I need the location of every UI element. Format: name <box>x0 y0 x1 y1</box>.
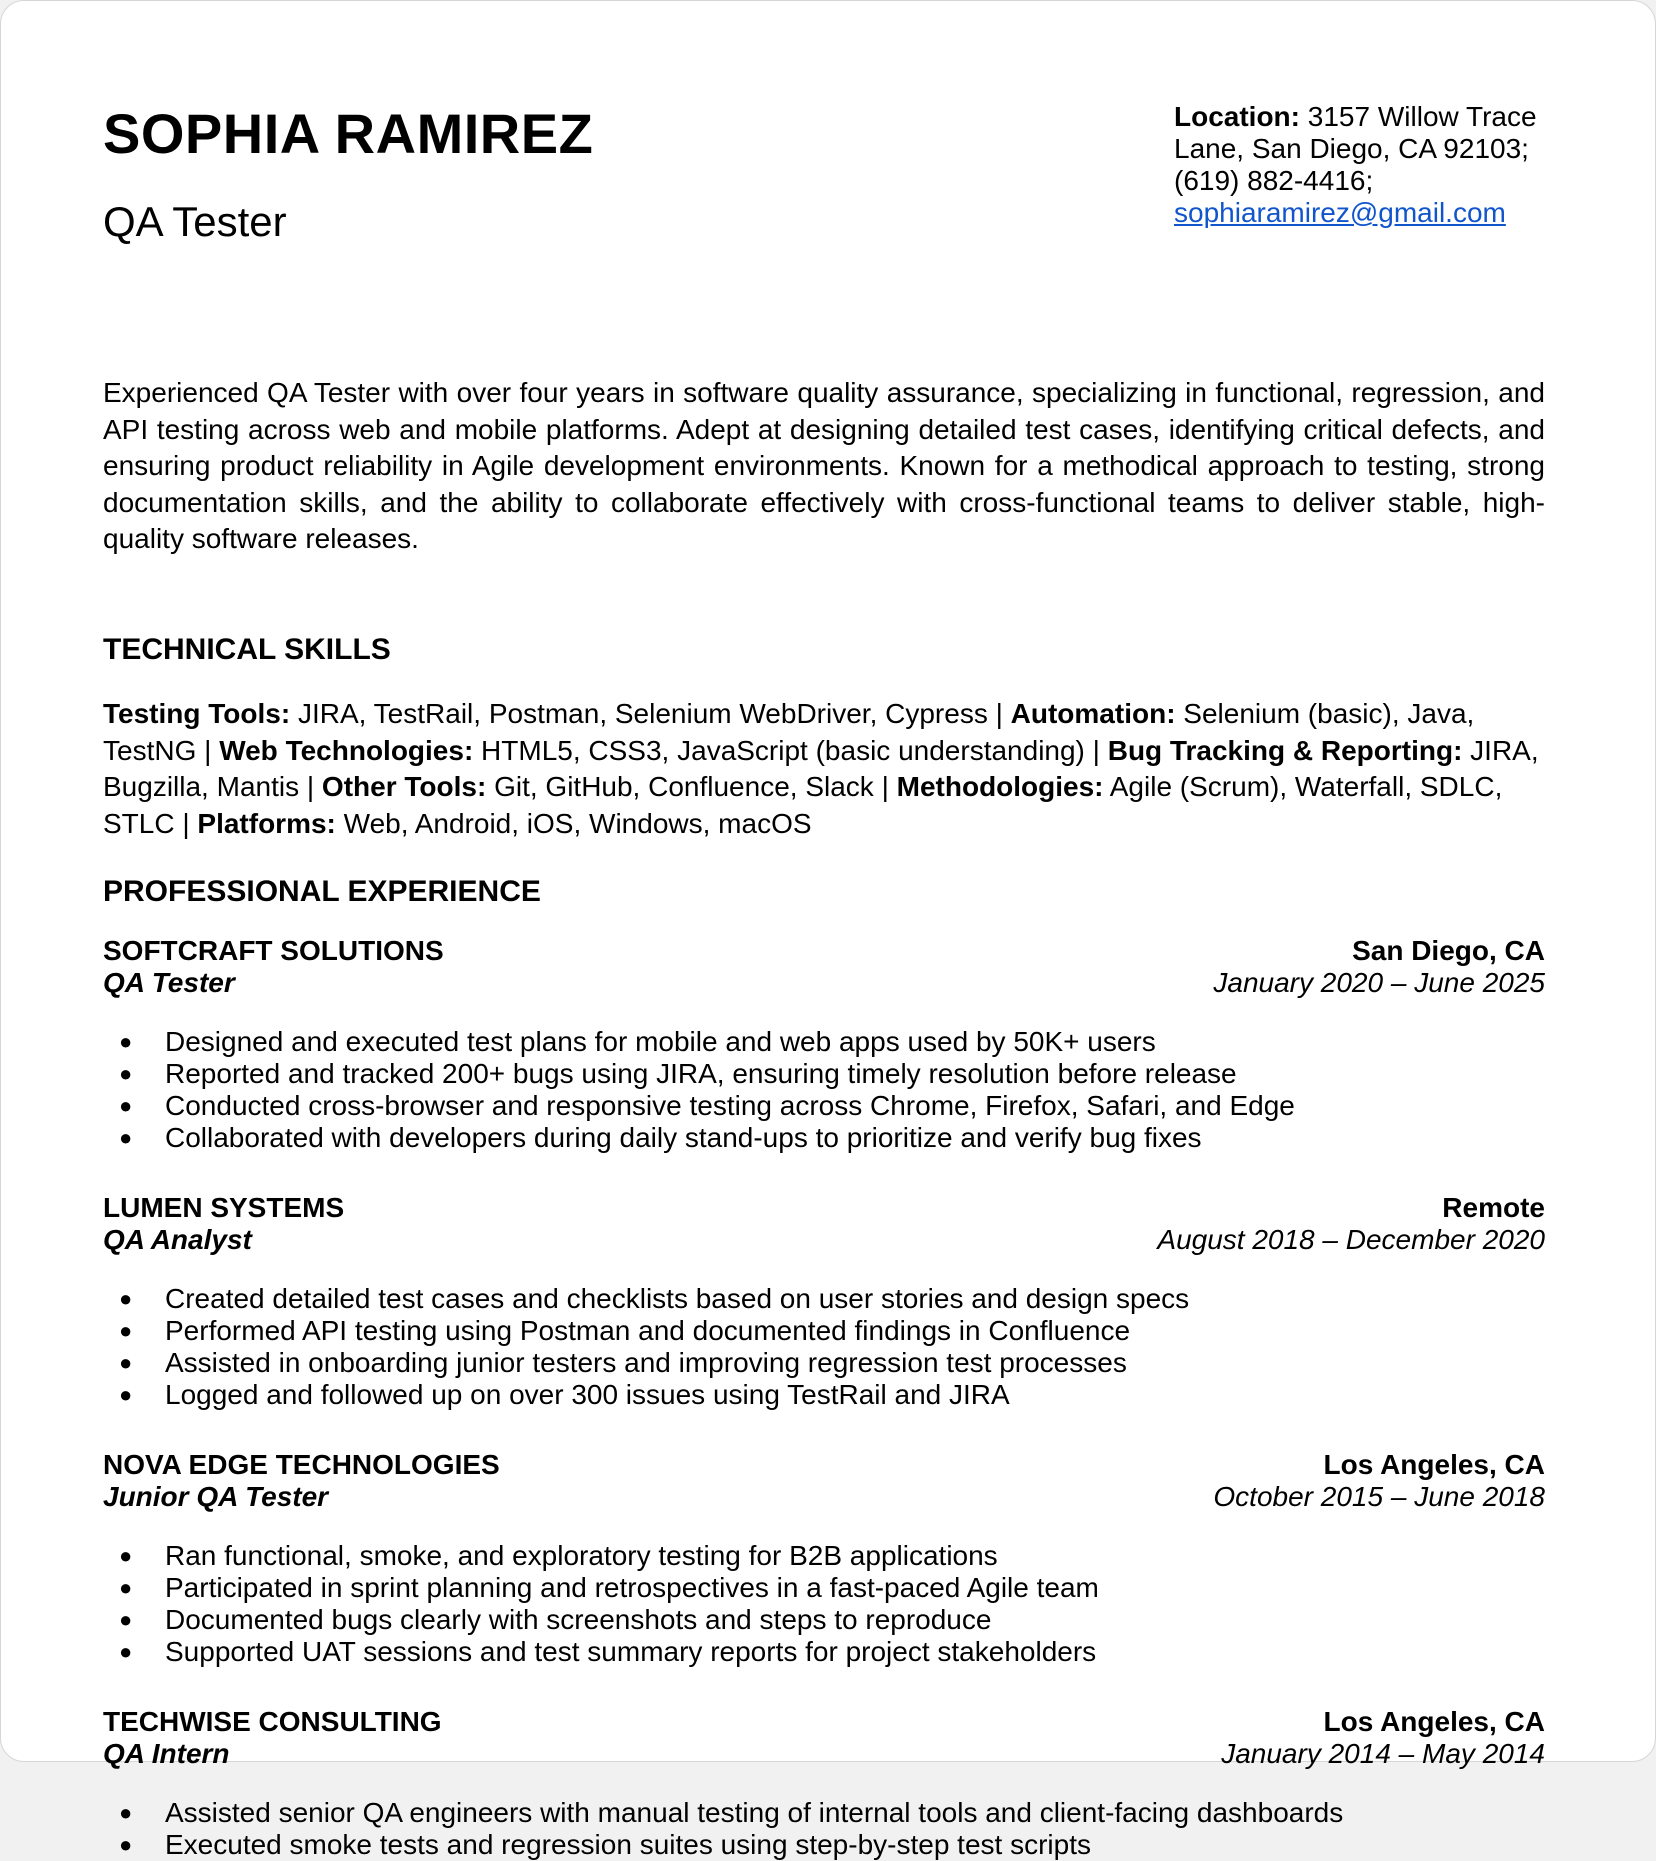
bullet-text: Ran functional, smoke, and exploratory testing for B2B applications <box>165 1540 998 1572</box>
bullet-icon: ● <box>119 1832 133 1858</box>
skills-block <box>103 696 1545 842</box>
skill-value: JIRA, Bugzilla, Mantis | <box>103 734 1539 803</box>
job-entry <box>103 1706 1545 1861</box>
job-dates: January 2020 – June 2025 <box>1213 967 1545 999</box>
location-label: Location: <box>1174 101 1300 132</box>
bullet-icon: ● <box>119 1318 133 1344</box>
bullet-item <box>103 1829 1545 1861</box>
skills-heading: TECHNICAL SKILLS <box>103 632 391 666</box>
bullet-item <box>103 1058 1545 1090</box>
bullet-icon: ● <box>119 1286 133 1312</box>
job-location: Los Angeles, CA <box>1323 1706 1545 1738</box>
job-entry <box>103 935 1545 1154</box>
bullet-item <box>103 1604 1545 1636</box>
bullet-item <box>103 1347 1545 1379</box>
job-bullets <box>103 1540 1545 1668</box>
skill-label: Web Technologies: <box>219 734 474 766</box>
bullet-item <box>103 1283 1545 1315</box>
bullet-text: Executed smoke tests and regression suites using step-by-step test scripts <box>165 1829 1091 1861</box>
job-bullets <box>103 1026 1545 1154</box>
job-entry <box>103 1449 1545 1668</box>
bullet-item <box>103 1540 1545 1572</box>
skill-label: Platforms: <box>197 807 336 839</box>
bullet-text: Supported UAT sessions and test summary reports for project stakeholders <box>165 1636 1097 1668</box>
skill-label: Testing Tools: <box>103 697 291 729</box>
bullet-item <box>103 1315 1545 1347</box>
job-title: Junior QA Tester <box>103 1481 329 1513</box>
company-name: LUMEN SYSTEMS <box>103 1192 345 1224</box>
skill-label: Methodologies: <box>896 771 1104 803</box>
bullet-icon: ● <box>119 1029 133 1055</box>
job-header-row <box>103 935 1545 967</box>
bullet-text: Performed API testing using Postman and documented findings in Confluence <box>165 1315 1131 1347</box>
bullet-text: Assisted senior QA engineers with manual testing of internal tools and client-facing dashboards <box>165 1797 1344 1829</box>
candidate-role: QA Tester <box>103 198 287 245</box>
bullet-text: Participated in sprint planning and retrospectives in a fast-paced Agile team <box>165 1572 1099 1604</box>
bullet-item <box>103 1797 1545 1829</box>
bullet-icon: ● <box>119 1575 133 1601</box>
contact-block <box>1174 101 1554 229</box>
job-dates: October 2015 – June 2018 <box>1213 1481 1545 1513</box>
candidate-name: SOPHIA RAMIREZ <box>103 102 594 165</box>
job-dates: August 2018 – December 2020 <box>1157 1224 1545 1256</box>
skill-label: Other Tools: <box>321 771 487 803</box>
job-location: San Diego, CA <box>1352 935 1545 967</box>
bullet-icon: ● <box>119 1639 133 1665</box>
skill-label: Bug Tracking & Reporting: <box>1107 734 1463 766</box>
resume-header <box>103 101 1545 251</box>
job-header-row <box>103 1449 1545 1481</box>
company-name: SOFTCRAFT SOLUTIONS <box>103 935 444 967</box>
bullet-icon: ● <box>119 1607 133 1633</box>
job-dates: January 2014 – May 2014 <box>1221 1738 1545 1770</box>
bullet-item <box>103 1122 1545 1154</box>
bullet-text: Documented bugs clearly with screenshots and steps to reproduce <box>165 1604 992 1636</box>
bullet-icon: ● <box>119 1382 133 1408</box>
bullet-text: Designed and executed test plans for mobile and web apps used by 50K+ users <box>165 1026 1156 1058</box>
job-entry <box>103 1192 1545 1411</box>
bullet-text: Conducted cross-browser and responsive testing across Chrome, Firefox, Safari, and Edge <box>165 1090 1295 1122</box>
bullet-item <box>103 1379 1545 1411</box>
job-title-row <box>103 1224 1545 1256</box>
bullet-text: Collaborated with developers during daily stand-ups to prioritize and verify bug fixes <box>165 1122 1202 1154</box>
bullet-item <box>103 1636 1545 1668</box>
bullet-text: Assisted in onboarding junior testers and improving regression test processes <box>165 1347 1127 1379</box>
skill-value: JIRA, TestRail, Postman, Selenium WebDriver, Cypress | <box>290 697 1011 729</box>
job-title-row <box>103 1738 1545 1770</box>
job-title: QA Tester <box>103 967 235 999</box>
job-bullets <box>103 1283 1545 1411</box>
summary-paragraph: Experienced QA Tester with over four years in software quality assurance, specializing in functional, regression, and API testing across web and mobile platforms. Adept at designing detailed test cases, identifying critical defects, and ensuring product reliability in Agile development environments. Known for a methodical approach to testing, strong documentation skills, and the ability to collaborate effectively with cross-functional teams to deliver stable, high-quality software releases. <box>103 377 1545 555</box>
email-link[interactable]: sophiaramirez@gmail.com <box>1174 197 1506 228</box>
job-title-row <box>103 967 1545 999</box>
job-header-row <box>103 1192 1545 1224</box>
bullet-icon: ● <box>119 1125 133 1151</box>
company-name: TECHWISE CONSULTING <box>103 1706 442 1738</box>
skill-value: HTML5, CSS3, JavaScript (basic understanding) | <box>473 734 1108 766</box>
bullet-text: Logged and followed up on over 300 issues using TestRail and JIRA <box>165 1379 1010 1411</box>
job-title: QA Intern <box>103 1738 230 1770</box>
bullet-icon: ● <box>119 1543 133 1569</box>
skill-value: Web, Android, iOS, Windows, macOS <box>335 807 812 839</box>
skill-value: Git, GitHub, Confluence, Slack | <box>486 771 897 803</box>
skill-value: Selenium (basic), Java, TestNG | <box>103 697 1475 766</box>
bullet-icon: ● <box>119 1093 133 1119</box>
job-title: QA Analyst <box>103 1224 252 1256</box>
job-location: Remote <box>1442 1192 1545 1224</box>
bullet-icon: ● <box>119 1350 133 1376</box>
job-bullets <box>103 1797 1545 1861</box>
location-value: 3157 Willow Trace Lane, San Diego, CA 92103; (619) 882-4416; <box>1174 101 1537 196</box>
experience-heading: PROFESSIONAL EXPERIENCE <box>103 875 541 909</box>
bullet-item <box>103 1090 1545 1122</box>
job-title-row <box>103 1481 1545 1513</box>
bullet-text: Created detailed test cases and checklists based on user stories and design specs <box>165 1283 1190 1315</box>
bullet-icon: ● <box>119 1061 133 1087</box>
job-header-row <box>103 1706 1545 1738</box>
bullet-item <box>103 1572 1545 1604</box>
skill-value: Agile (Scrum), Waterfall, SDLC, STLC | <box>103 771 1503 839</box>
company-name: NOVA EDGE TECHNOLOGIES <box>103 1449 500 1481</box>
resume-content <box>103 101 1545 1861</box>
bullet-item <box>103 1026 1545 1058</box>
job-location: Los Angeles, CA <box>1323 1449 1545 1481</box>
skill-label: Automation: <box>1010 697 1176 729</box>
bullet-text: Reported and tracked 200+ bugs using JIRA, ensuring timely resolution before release <box>165 1058 1237 1090</box>
bullet-icon: ● <box>119 1800 133 1826</box>
